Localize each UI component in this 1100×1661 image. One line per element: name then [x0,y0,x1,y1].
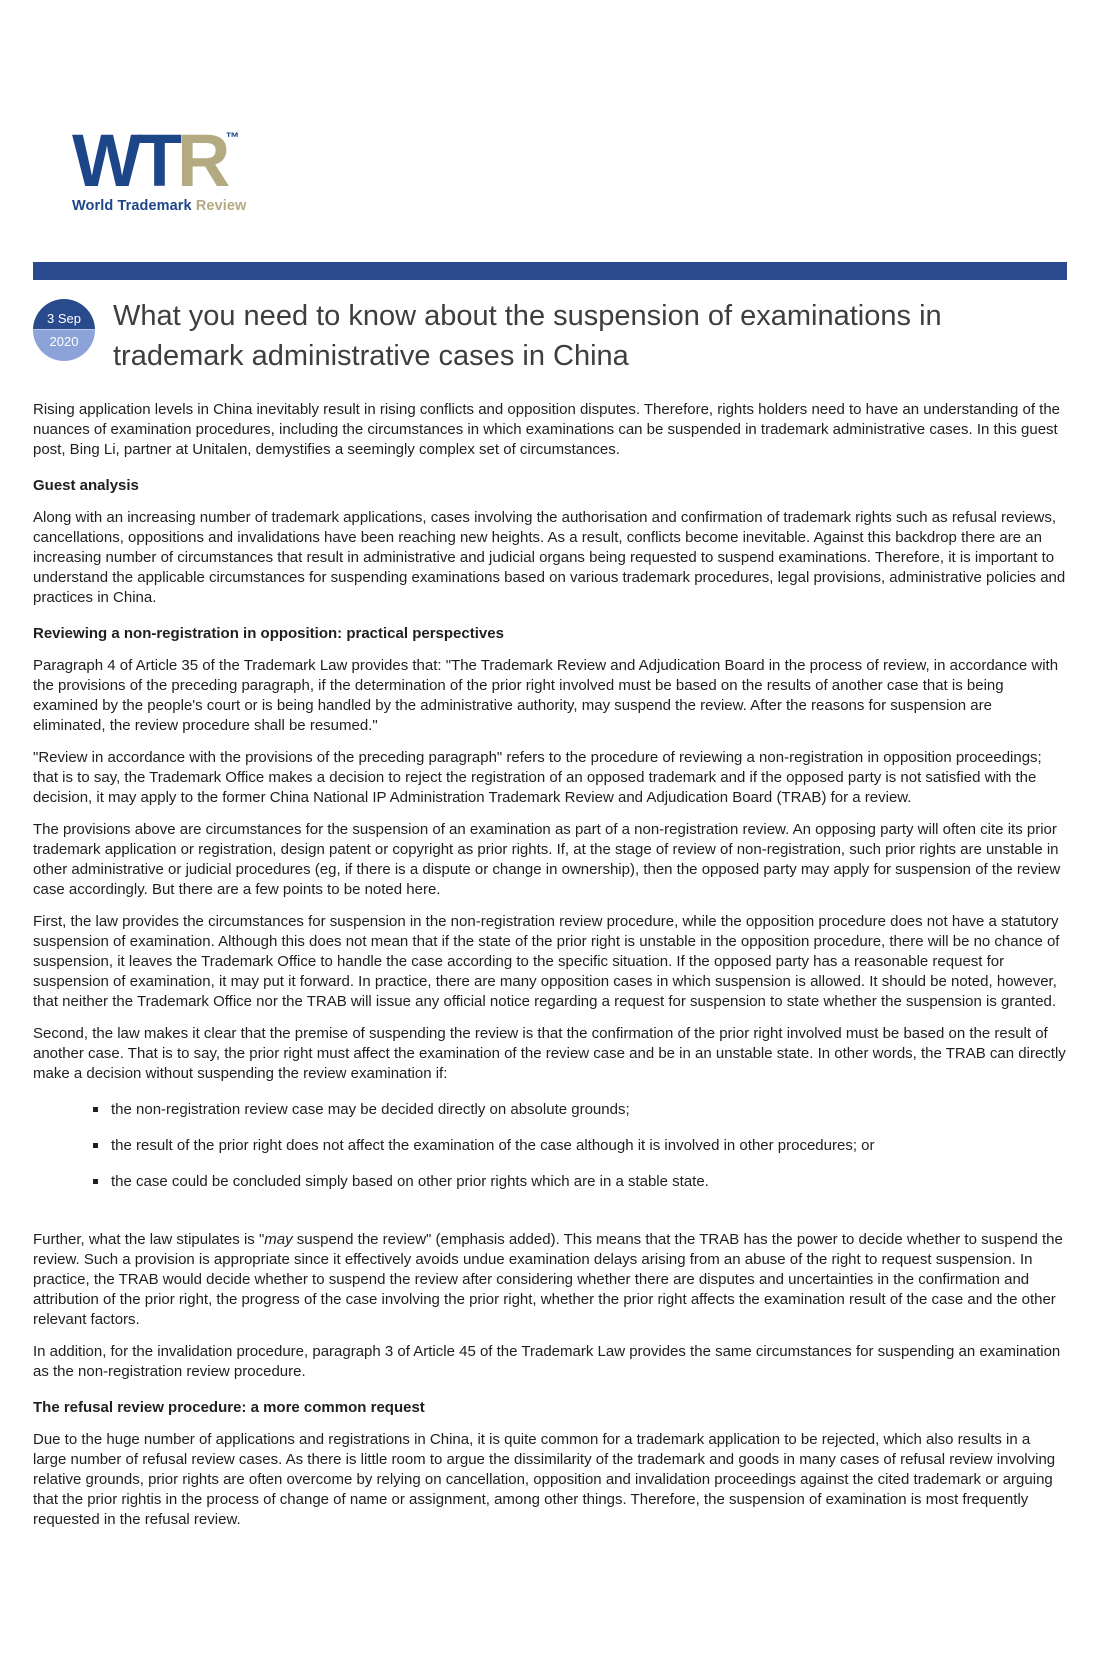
date-badge [33,299,95,361]
tagline-world-trademark: World Trademark [72,198,192,214]
wtr-logo-tagline [72,198,252,214]
paragraph-addition: In addition, for the invalidation procedure, paragraph 3 of Article 45 of the Trademark Law provides the same circumstances for suspending an examination as the non-registration review procedure. [33,1343,1061,1380]
heading-guest-analysis: Guest analysis [33,477,139,494]
paragraph-intro: Rising application levels in China inevitably result in rising conflicts and opposition disputes. Therefore, rights holders need to have an understanding of the nuances of examination procedures, including the circumstances in which examinations can be suspended in trademark administrative cases. In this guest post, Bing Li, partner at Unitalen, demystifies a seemingly complex set of circumstances. [33,401,1061,458]
wtr-logo-letters [72,106,252,202]
paragraph-refusal-review: Due to the huge number of applications and registrations in China, it is quite common for a trademark application to be rejected, which also results in a large number of refusal review cases. As there is little room to argue the dissimilarity of the trademark and goods in many cases of refusal review involving relative grounds, prior rights are often overcome by relying on cancellation, opposition and invalidation proceedings against the cited trademark or arguing that the prior rightis in the process of change of name or assignment, among other things. Therefore, the suspension of examination is most frequently requested in the refusal review. [33,1431,1056,1528]
tagline-review: Review [195,198,247,214]
trademark-symbol-icon: ™ [225,129,240,145]
logo-letter-r: R [177,119,226,202]
page-title: What you need to know about the suspension of examinations in trademark administrative cases in China [113,300,942,372]
bullet-list [33,1100,1067,1192]
article-body [33,400,1067,1530]
wtr-logo [72,106,252,214]
paragraph-provisions: The provisions above are circumstances for the suspension of an examination as part of a non-registration review. An opposing party will often cite its prior trademark application or registration, design patent or copyright as prior rights. If, at the stage of review of non-registration, such prior rights are unstable in other administrative or judicial procedures (eg, if there is a dispute or change in ownership), then the opposed party may apply for suspension of the review case accordingly. But there are a few points to be noted here. [33,821,1061,898]
heading-refusal-review: The refusal review procedure: a more common request [33,1399,425,1416]
paragraph-article-35: Paragraph 4 of Article 35 of the Trademark Law provides that: "The Trademark Review and Adjudication Board in the process of review, in accordance with the provisions of the preceding paragraph, if the determination of the prior right involved must be based on the results of another case that is being examined by the people's court or is being handled by the administrative authority, may suspend the review. After the reasons for suspension are eliminated, the review procedure shall be resumed." [33,657,1059,734]
header-divider-bar [33,262,1067,280]
list-item: the result of the prior right does not affect the examination of the case although it is involved in other procedures; or [93,1136,1067,1156]
paragraph-further-emphasis: may [264,1231,293,1248]
list-item: the non-registration review case may be decided directly on absolute grounds; [93,1100,1067,1120]
list-item: the case could be concluded simply based on other prior rights which are in a stable state. [93,1172,1067,1192]
heading-reviewing-non-registration: Reviewing a non-registration in opposition: practical perspectives [33,625,504,642]
date-badge-year: 2020 [33,330,95,361]
paragraph-review-refers: "Review in accordance with the provisions of the preceding paragraph" refers to the procedure of reviewing a non-registration in opposition proceedings; that is to say, the Trademark Office makes a decision to reject the registration of an opposed trademark and if the opposed party is not satisfied with the decision, it may apply to the former China National IP Administration Trademark Review and Adjudication Board (TRAB) for a review. [33,749,1042,806]
logo-letters-wt: WT [72,119,178,202]
article-header [33,299,1067,376]
paragraph-further [33,1230,1067,1330]
paragraph-further-pre: Further, what the law stipulates is " [33,1231,265,1248]
date-badge-day: 3 Sep [33,299,95,330]
paragraph-first-point: First, the law provides the circumstances for suspension in the non-registration review procedure, while the opposition procedure does not have a statutory suspension of examination. Although this does not mean that if the state of the prior right is unstable in the opposition procedure, there will be no chance of suspension, it leaves the Trademark Office to handle the case according to the specific situation. If the opposed party has a reasonable request for suspension of examination, it may put it forward. In practice, there are many opposition cases in which suspension is allowed. It should be noted, however, that neither the Trademark Office nor the TRAB will issue any official notice regarding a request for suspension to state whether the suspension is granted. [33,913,1060,1010]
paragraph-guest-analysis: Along with an increasing number of trademark applications, cases involving the authorisation and confirmation of trademark rights such as refusal reviews, cancellations, oppositions and invalidations have been reaching new heights. As a result, conflicts become inevitable. Against this backdrop there are an increasing number of circumstances that result in administrative and judicial organs being requested to suspend examinations. Therefore, it is important to understand the applicable circumstances for suspending examinations based on various trademark procedures, legal provisions, administrative policies and practices in China. [33,509,1066,606]
paragraph-second-point: Second, the law makes it clear that the premise of suspending the review is that the confirmation of the prior right involved must be based on the result of another case. That is to say, the prior right must affect the examination of the review case and be in an unstable state. In other words, the TRAB can directly make a decision without suspending the review examination if: [33,1025,1066,1082]
paragraph-further-post: suspend the review" (emphasis added). This means that the TRAB has the power to decide whether to suspend the review. Such a provision is appropriate since it effectively avoids undue examination delays arising from an abuse of the right to request suspension. In practice, the TRAB would decide whether to suspend the review after considering whether there are disputes and uncertainties in the confirmation and attribution of the prior right, the progress of the case involving the prior right, whether the prior right affects the examination result of the case and the other relevant factors. [33,1231,1063,1328]
